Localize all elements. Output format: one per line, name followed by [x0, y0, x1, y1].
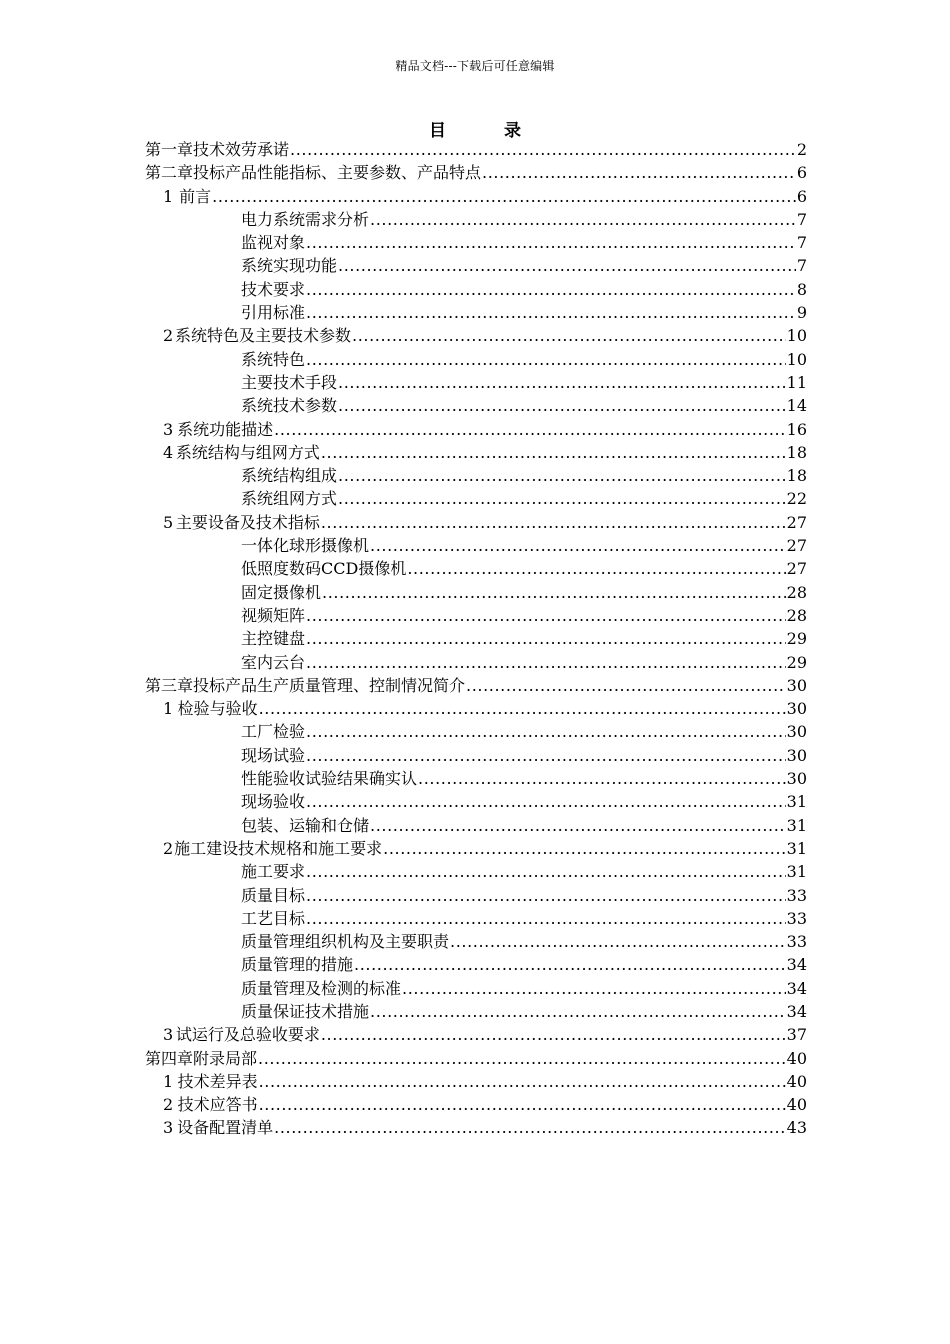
toc-dot-leader	[259, 1070, 786, 1093]
toc-entry[interactable]	[145, 487, 807, 510]
toc-entry-page: 30	[786, 769, 807, 789]
toc-entry-title: 系统结构组成	[241, 466, 338, 486]
toc-dot-leader	[338, 254, 796, 277]
toc-dot-leader	[466, 674, 786, 697]
toc-entry[interactable]	[145, 930, 807, 953]
toc-entry[interactable]	[145, 884, 807, 907]
toc-entry-page: 34	[786, 978, 807, 998]
toc-dot-leader	[370, 534, 786, 557]
toc-dot-leader	[338, 371, 786, 394]
toc-entry-title: 固定摄像机	[241, 582, 322, 602]
toc-entry-title: 包装、运输和仓储	[241, 815, 370, 835]
toc-entry-title: 现场试验	[241, 745, 306, 765]
toc-entry-title: 电力系统需求分析	[241, 209, 370, 229]
toc-entry-number: 5	[163, 512, 174, 532]
toc-entry-title: 主控键盘	[241, 629, 306, 649]
toc-entry-page: 7	[796, 209, 807, 229]
toc-entry[interactable]	[145, 464, 807, 487]
toc-entry-title: 检验与验收	[177, 699, 258, 719]
toc-entry-title: 引用标准	[241, 303, 306, 323]
toc-entry-title: 施工要求	[241, 862, 306, 882]
toc-dot-leader	[338, 394, 786, 417]
toc-entry-page: 34	[786, 1001, 807, 1021]
toc-entry-page: 27	[786, 536, 807, 556]
toc-entry[interactable]	[145, 651, 807, 674]
toc-entry[interactable]	[145, 1000, 807, 1023]
toc-entry-title: 技术效劳承诺	[193, 140, 290, 159]
toc-entry-page: 29	[786, 652, 807, 672]
toc-entry[interactable]	[145, 534, 807, 557]
toc-dot-leader	[274, 1116, 785, 1139]
toc-dot-leader	[259, 1093, 786, 1116]
toc-dot-leader	[306, 627, 786, 650]
toc-entry-page: 31	[786, 838, 807, 858]
toc-entry-page: 40	[786, 1071, 807, 1091]
toc-dot-leader	[306, 651, 786, 674]
toc-entry-number: 2	[163, 1095, 174, 1115]
toc-entry[interactable]	[145, 1116, 807, 1139]
toc-entry-page: 33	[786, 885, 807, 905]
toc-entry[interactable]	[145, 744, 807, 767]
toc-dot-leader	[402, 977, 786, 1000]
toc-entry-page: 6	[796, 163, 807, 183]
toc-entry-page: 22	[786, 489, 807, 509]
toc-dot-leader	[418, 767, 786, 790]
toc-entry-title: 系统功能描述	[177, 419, 274, 439]
toc-entry-number: 第一章	[145, 140, 194, 159]
toc-entry-title: 试运行及总验收要求	[175, 1025, 320, 1045]
toc-entry[interactable]	[145, 814, 807, 837]
toc-entry[interactable]	[145, 394, 807, 417]
toc-entry[interactable]	[145, 767, 807, 790]
toc-title-part2: 录	[504, 121, 521, 141]
toc-entry-title: 技术应答书	[177, 1095, 258, 1115]
toc-entry[interactable]	[145, 371, 807, 394]
toc-entry[interactable]	[145, 837, 807, 860]
toc-dot-leader	[306, 907, 786, 930]
toc-dot-leader	[338, 464, 786, 487]
toc-dot-leader	[322, 581, 786, 604]
toc-entry-title: 技术要求	[241, 279, 306, 299]
toc-entry[interactable]	[145, 674, 807, 697]
toc-dot-leader	[306, 231, 796, 254]
toc-dot-leader	[306, 720, 786, 743]
toc-entry-title: 现场验收	[241, 792, 306, 812]
toc-entry-page: 29	[786, 629, 807, 649]
toc-entry-number: 第四章	[145, 1048, 194, 1068]
toc-entry[interactable]	[145, 907, 807, 930]
toc-entry-title: 系统实现功能	[241, 256, 338, 276]
toc-entry[interactable]	[145, 697, 807, 720]
toc-entry[interactable]	[145, 953, 807, 976]
toc-entry-page: 14	[786, 396, 807, 416]
toc-dot-leader	[352, 324, 786, 347]
toc-dot-leader	[306, 278, 796, 301]
toc-dot-leader	[338, 487, 786, 510]
toc-entry-title: 性能验收试验结果确实认	[241, 769, 418, 789]
toc-entry-title: 质量目标	[241, 885, 306, 905]
toc-dot-leader	[290, 138, 796, 161]
toc-entry-title: 系统特色及主要技术参数	[175, 326, 352, 346]
toc-entry[interactable]	[145, 1070, 807, 1093]
toc-entry-page: 31	[786, 792, 807, 812]
toc-dot-leader	[370, 208, 796, 231]
toc-dot-leader	[306, 604, 786, 627]
toc-dot-leader	[306, 301, 796, 324]
page-header: 精品文档---下载后可任意编辑	[395, 59, 555, 73]
toc-entry-number: 1	[163, 1071, 174, 1091]
toc-entry-number: 3	[163, 419, 174, 439]
toc-entry-title: 系统组网方式	[241, 489, 338, 509]
toc-entry-page: 9	[796, 303, 807, 323]
toc-entry-title: 设备配置清单	[177, 1118, 274, 1138]
toc-dot-leader	[259, 697, 786, 720]
toc-dot-leader	[354, 953, 786, 976]
toc-entry-number: 3	[163, 1118, 174, 1138]
toc-entry-number: 1	[163, 186, 174, 206]
toc-dot-leader	[306, 348, 786, 371]
toc-entry-title: 系统特色	[241, 349, 306, 369]
toc-dot-leader	[274, 418, 785, 441]
toc-entry[interactable]	[145, 324, 807, 347]
toc-dot-leader	[306, 884, 786, 907]
toc-entry-title: 室内云台	[241, 652, 306, 672]
toc-dot-leader	[407, 557, 785, 580]
toc-entry[interactable]	[145, 977, 807, 1000]
toc-entry-page: 33	[786, 932, 807, 952]
toc-entry-page: 27	[786, 559, 807, 579]
toc-dot-leader	[370, 1000, 786, 1023]
toc-entry[interactable]	[145, 441, 807, 464]
toc-entry-number: 4	[163, 442, 174, 462]
toc-dot-leader	[321, 441, 786, 464]
toc-entry-page: 7	[796, 233, 807, 253]
toc-entry-page: 10	[786, 326, 807, 346]
toc-entry-page: 7	[796, 256, 807, 276]
toc-entry-page: 34	[786, 955, 807, 975]
toc-entry-title: 施工建设技术规格和施工要求	[174, 838, 383, 858]
toc-entry-title: 主要技术手段	[241, 372, 338, 392]
toc-dot-leader	[450, 930, 786, 953]
toc-entry-title: 监视对象	[241, 233, 306, 253]
toc-entry[interactable]	[145, 278, 807, 301]
toc-entry-page: 30	[786, 722, 807, 742]
toc-entry-number: 第二章	[145, 163, 194, 183]
toc-entry[interactable]	[145, 627, 807, 650]
toc-entry-title: 质量保证技术措施	[241, 1001, 370, 1021]
toc-entry-title: 前言	[179, 186, 212, 206]
toc-dot-leader	[306, 744, 786, 767]
toc-entry[interactable]	[145, 1047, 807, 1070]
toc-entry-title: 投标产品性能指标、主要参数、产品特点	[193, 163, 482, 183]
toc-entry-page: 2	[796, 140, 807, 159]
toc-entry-page: 33	[786, 908, 807, 928]
toc-entry[interactable]	[145, 254, 807, 277]
toc-entry-page: 6	[796, 186, 807, 206]
toc-dot-leader	[321, 511, 786, 534]
toc-entry-page: 18	[786, 442, 807, 462]
toc-entry[interactable]	[145, 1093, 807, 1116]
toc-entry-title: 主要设备及技术指标	[175, 512, 320, 532]
toc-entry-page: 31	[786, 862, 807, 882]
toc-dot-leader	[212, 185, 796, 208]
toc-entry-page: 10	[786, 349, 807, 369]
toc-entry[interactable]	[145, 301, 807, 324]
toc-entry-page: 27	[786, 512, 807, 532]
toc-entry-number: 2	[163, 838, 174, 858]
toc-entry-page: 28	[786, 582, 807, 602]
toc-entry-page: 30	[786, 699, 807, 719]
toc-entry-title: 工艺目标	[241, 908, 306, 928]
toc-entry[interactable]	[145, 208, 807, 231]
toc-entry-title: 系统技术参数	[241, 396, 338, 416]
toc-entry-title: 投标产品生产质量管理、控制情况简介	[193, 675, 466, 695]
toc-entry-title: 系统结构与组网方式	[175, 442, 320, 462]
toc-entry[interactable]	[145, 185, 807, 208]
toc-dot-leader	[306, 860, 786, 883]
toc-entry[interactable]	[145, 581, 807, 604]
toc-entry-page: 43	[786, 1118, 807, 1138]
table-of-contents	[145, 138, 807, 1140]
toc-dot-leader	[383, 837, 786, 860]
toc-entry-number: 第三章	[145, 675, 194, 695]
toc-entry-page: 30	[786, 745, 807, 765]
toc-entry-title: 视频矩阵	[241, 605, 306, 625]
toc-entry-page: 40	[786, 1048, 807, 1068]
toc-title-part1: 目	[429, 121, 446, 141]
toc-dot-leader	[321, 1023, 786, 1046]
toc-entry-number: 2	[163, 326, 174, 346]
toc-entry[interactable]	[145, 161, 807, 184]
toc-entry-number: 3	[163, 1025, 174, 1045]
toc-entry[interactable]	[145, 720, 807, 743]
toc-entry[interactable]	[145, 511, 807, 534]
toc-entry-title: 质量管理组织机构及主要职责	[241, 932, 450, 952]
toc-entry-number: 1	[163, 699, 174, 719]
toc-entry-title: 一体化球形摄像机	[241, 536, 370, 556]
toc-entry-title: 质量管理的措施	[241, 955, 354, 975]
toc-entry[interactable]	[145, 860, 807, 883]
toc-entry-page: 40	[786, 1095, 807, 1115]
toc-entry-page: 11	[786, 372, 807, 392]
toc-entry-page: 16	[786, 419, 807, 439]
toc-entry[interactable]	[145, 348, 807, 371]
toc-dot-leader	[482, 161, 796, 184]
toc-dot-leader	[370, 814, 786, 837]
toc-entry-page: 18	[786, 466, 807, 486]
toc-entry-title: 附录局部	[193, 1048, 258, 1068]
toc-entry[interactable]	[145, 604, 807, 627]
toc-entry-title: 工厂检验	[241, 722, 306, 742]
toc-entry-page: 31	[786, 815, 807, 835]
toc-entry[interactable]	[145, 138, 807, 161]
toc-entry-page: 8	[796, 279, 807, 299]
toc-entry[interactable]	[145, 557, 807, 580]
toc-entry[interactable]	[145, 231, 807, 254]
toc-entry-page: 28	[786, 605, 807, 625]
toc-entry[interactable]	[145, 418, 807, 441]
toc-entry[interactable]	[145, 790, 807, 813]
toc-entry-page: 30	[786, 675, 807, 695]
toc-entry-title: 质量管理及检测的标准	[241, 978, 402, 998]
toc-entry[interactable]	[145, 1023, 807, 1046]
toc-entry-title: 低照度数码CCD摄像机	[241, 559, 407, 579]
toc-dot-leader	[258, 1047, 786, 1070]
toc-dot-leader	[306, 790, 786, 813]
toc-entry-title: 技术差异表	[177, 1071, 258, 1091]
toc-entry-page: 37	[786, 1025, 807, 1045]
